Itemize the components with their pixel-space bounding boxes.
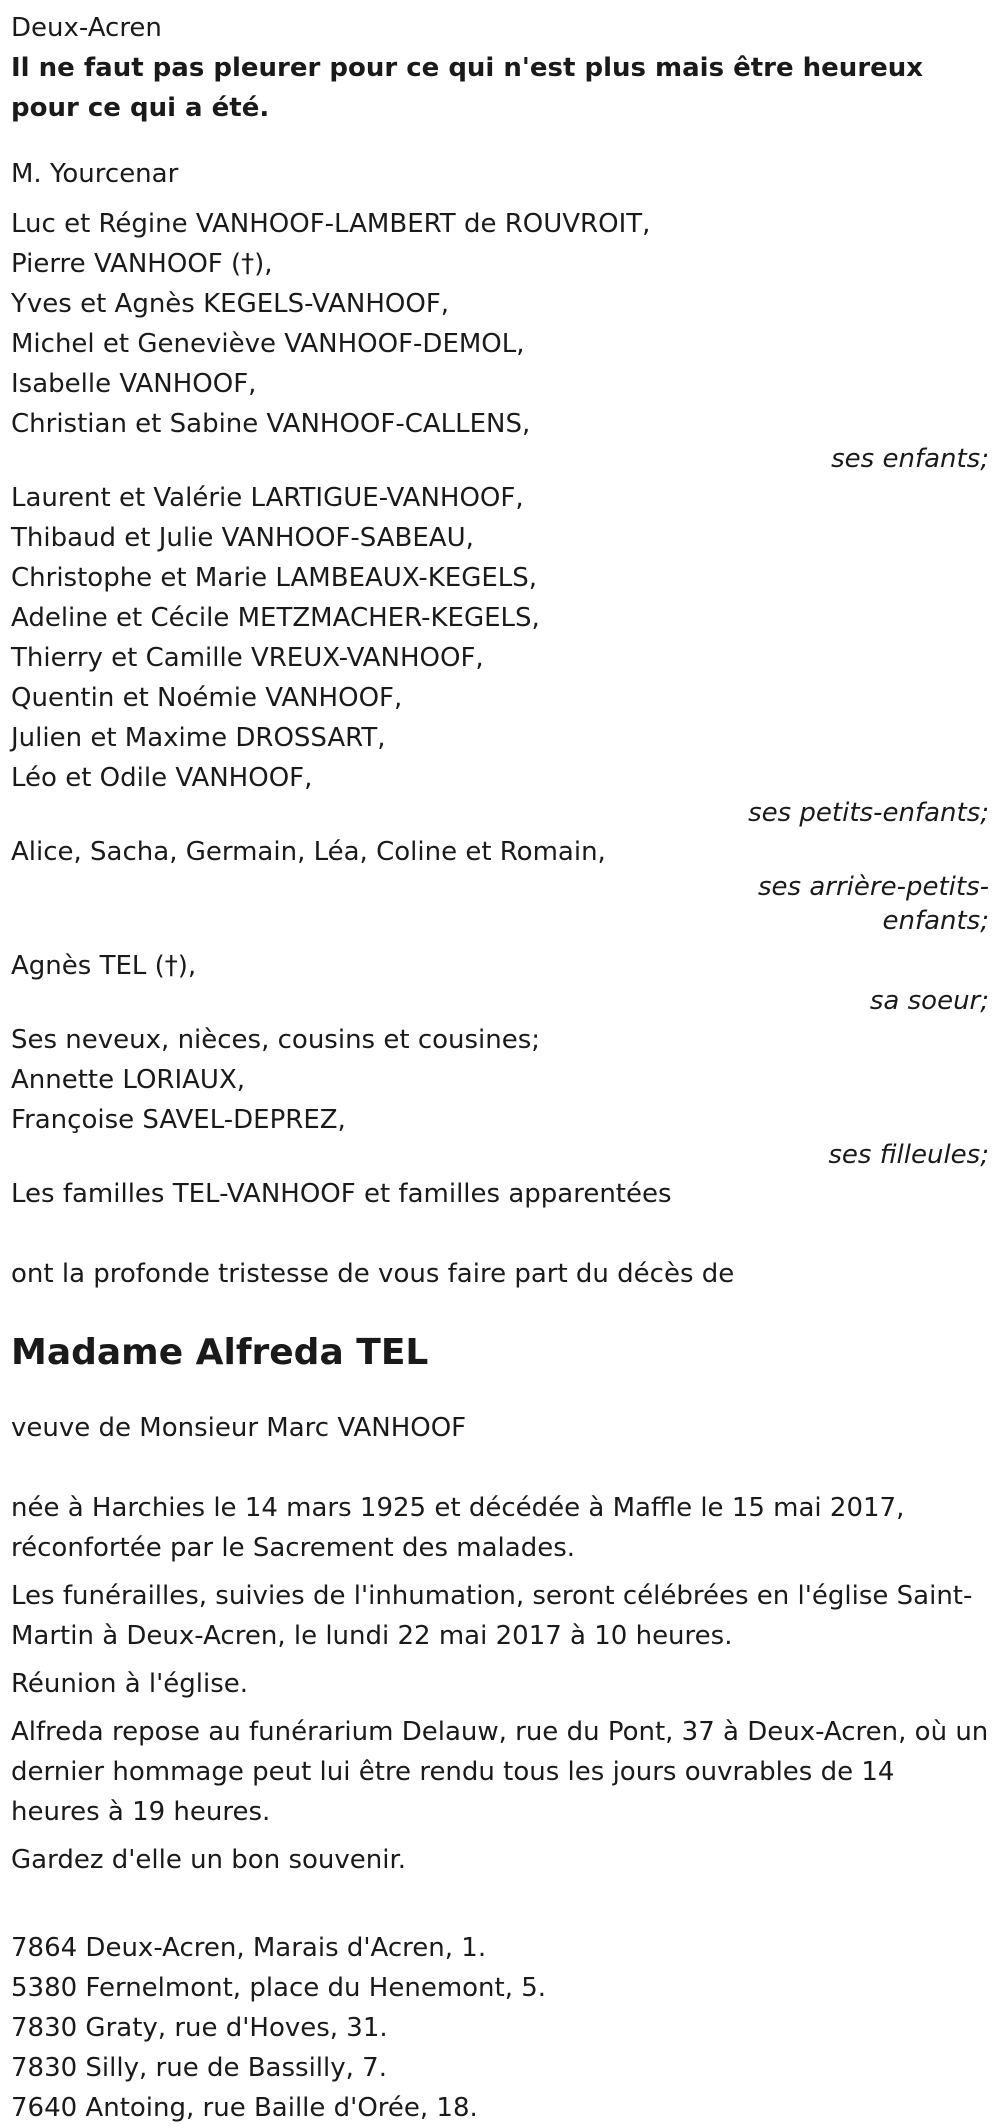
list-item: Luc et Régine VANHOOF-LAMBERT de ROUVROIT, [11,209,651,239]
list-item: Léo et Odile VANHOOF, [11,763,313,793]
children-list [11,204,989,474]
memory-paragraph: Gardez d'elle un bon souvenir. [11,1845,407,1875]
list-item: Michel et Geneviève VANHOOF-DEMOL, [11,329,525,359]
list-item: Isabelle VANHOOF, [11,369,257,399]
place-header: Deux-Acren [11,13,162,43]
grandchildren-list [11,478,989,828]
list-item: 5380 Fernelmont, place du Henemont, 5. [11,1973,547,2003]
great-grandchildren-list [11,832,989,936]
list-item: Françoise SAVEL-DEPREZ, [11,1105,346,1135]
list-item: 7864 Deux-Acren, Marais d'Acren, 1. [11,1933,487,1963]
list-item: Annette LORIAUX, [11,1065,246,1095]
list-item: 7830 Silly, rue de Bassilly, 7. [11,2053,387,2083]
list-item: Alice, Sacha, Germain, Léa, Coline et Romain, [11,837,606,867]
families-line: Les familles TEL-VANHOOF et familles apparentées [11,1179,672,1209]
funeral-paragraph: Les funérailles, suivies de l'inhumation, seront célébrées en l'église Saint-Martin à Deux-Acren, le lundi 22 mai 2017 à 10 heures. [11,1581,973,1651]
relation-label: sa soeur; [869,986,989,1016]
relation-label: ses enfants; [831,444,989,474]
meeting-paragraph: Réunion à l'église. [11,1669,249,1699]
list-item: Adeline et Cécile METZMACHER-KEGELS, [11,603,540,633]
list-item: Christian et Sabine VANHOOF-CALLENS, [11,409,531,439]
list-item: Yves et Agnès KEGELS-VANHOOF, [11,289,450,319]
quote-author: M. Yourcenar [11,159,179,189]
list-item: Christophe et Marie LAMBEAUX-KEGELS, [11,563,538,593]
announcement-line: ont la profonde tristesse de vous faire part du décès de [11,1259,735,1289]
goddaughters-list [11,1020,989,1170]
list-item: Thierry et Camille VREUX-VANHOOF, [11,643,484,673]
relation-label: ses petits-enfants; [748,798,989,828]
list-item: 7640 Antoing, rue Baille d'Orée, 18. [11,2093,478,2123]
list-item: Thibaud et Julie VANHOOF-SABEAU, [11,523,474,553]
list-item: Laurent et Valérie LARTIGUE-VANHOOF, [11,483,524,513]
sister-list [11,946,989,1016]
list-item: Pierre VANHOOF (†), [11,249,273,279]
list-item: Ses neveux, nièces, cousins et cousines; [11,1025,541,1055]
relation-label: ses filleules; [828,1140,989,1170]
list-item: Julien et Maxime DROSSART, [11,723,386,753]
quote-text: Il ne faut pas pleurer pour ce qui n'est plus mais être heureux pour ce qui a été. [11,53,924,123]
deceased-name: Madame Alfreda TEL [11,1332,429,1373]
list-item: Agnès TEL (†), [11,951,197,981]
birth-death-paragraph: née à Harchies le 14 mars 1925 et décédée à Maffle le 15 mai 2017, réconfortée par le Sacrement des malades. [11,1493,905,1563]
rest-paragraph: Alfreda repose au funérarium Delauw, rue du Pont, 37 à Deux-Acren, où un dernier hommage peut lui être rendu tous les jours ouvrables de 14 heures à 19 heures. [11,1717,989,1827]
list-item: 7830 Graty, rue d'Hoves, 31. [11,2013,388,2043]
widow-of-line: veuve de Monsieur Marc VANHOOF [11,1413,467,1443]
relation-label: enfants; [882,906,989,936]
list-item: Quentin et Noémie VANHOOF, [11,683,403,713]
relation-label: ses arrière-petits- [758,872,989,902]
address-list [11,1928,989,2128]
